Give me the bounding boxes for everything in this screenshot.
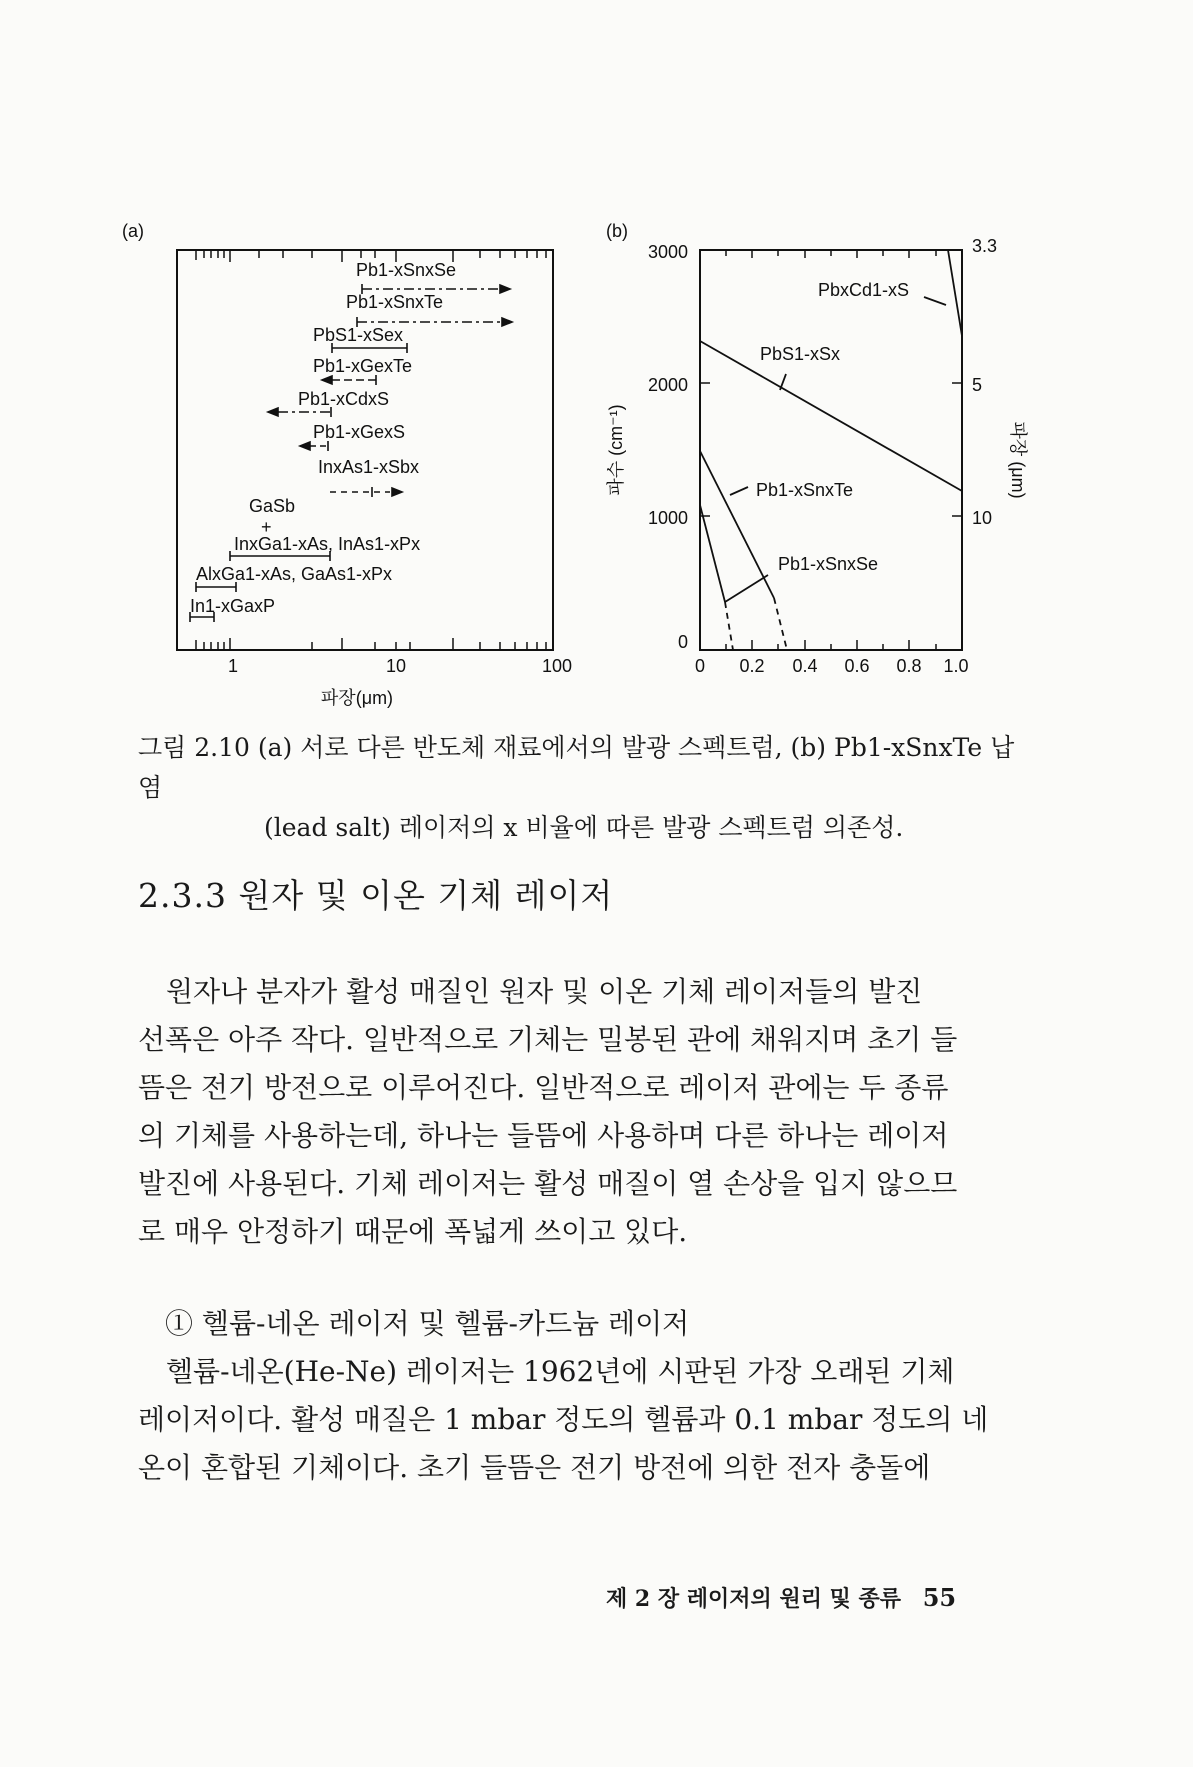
x-tick-label: 0.6 bbox=[844, 656, 870, 676]
x-tick-label: 1.0 bbox=[943, 656, 969, 676]
panel-b-frame bbox=[700, 250, 962, 650]
pbsnte-curve bbox=[700, 451, 774, 598]
paragraph-2 bbox=[138, 1348, 1008, 1492]
text-line: 뜸은 전기 방전으로 이루어진다. 일반적으로 레이저 관에는 두 종류 bbox=[138, 1071, 949, 1104]
x-tick-label: 0 bbox=[694, 656, 706, 676]
right-tick-label: 10 bbox=[972, 508, 993, 528]
pbcds-curve bbox=[948, 250, 962, 336]
text-line: 온이 혼합된 기체이다. 초기 들뜸은 전기 방전에 의한 전자 충돌에 bbox=[138, 1451, 931, 1484]
y-tick-label: 0 bbox=[677, 632, 688, 652]
figure-2-10 bbox=[0, 0, 1193, 720]
section-title: 2.3.3 원자 및 이온 기체 레이저 bbox=[138, 876, 614, 915]
x-tick-label: 0.2 bbox=[739, 656, 765, 676]
x-tick-label: 100 bbox=[541, 656, 573, 676]
x-tick-label: 10 bbox=[385, 656, 407, 676]
text-line: 레이저이다. 활성 매질은 1 mbar 정도의 헬륨과 0.1 mbar 정도의 네 bbox=[138, 1403, 989, 1436]
text-line: 원자나 분자가 활성 매질인 원자 및 이온 기체 레이저들의 발진 bbox=[166, 975, 923, 1008]
page-number: 55 bbox=[922, 1583, 957, 1612]
material-label: PbS1-xSex bbox=[313, 325, 404, 345]
curve-label: PbxCd1-xS bbox=[818, 280, 910, 300]
pbsnse-curve bbox=[700, 505, 725, 602]
y-tick-label: 2000 bbox=[647, 375, 688, 395]
x-axis-label: 파장(μm) bbox=[320, 688, 394, 708]
material-label: AlxGa1-xAs, GaAs1-xPx bbox=[196, 564, 393, 584]
text-line: 발진에 사용된다. 기체 레이저는 활성 매질이 열 손상을 입지 않으므 bbox=[138, 1167, 958, 1200]
panel-b-curves bbox=[700, 250, 962, 650]
subheading: ① 헬륨-네온 레이저 및 헬륨-카드늄 레이저 bbox=[165, 1307, 690, 1340]
y-axis-label: 파수 (cm⁻¹) bbox=[606, 404, 626, 496]
curve-label: Pb1-xSnxSe bbox=[778, 554, 879, 574]
page-footer bbox=[606, 1582, 956, 1613]
material-label: Pb1-xCdxS bbox=[298, 389, 390, 409]
material-label: Pb1-xGexTe bbox=[313, 356, 413, 376]
material-label: In1-xGaxP bbox=[190, 596, 276, 616]
panel-a-label: (a) bbox=[122, 221, 144, 241]
curve-label: PbS1-xSx bbox=[760, 344, 841, 364]
x-tick-label: 0.8 bbox=[896, 656, 922, 676]
text-line: 선폭은 아주 작다. 일반적으로 기체는 밀봉된 관에 채워지며 초기 들 bbox=[138, 1023, 958, 1056]
caption-line: 그림 2.10 (a) 서로 다른 반도체 재료에서의 발광 스펙트럼, (b) Pb1-xSnxTe 납염 bbox=[138, 733, 1015, 802]
material-label: InxAs1-xSbx bbox=[318, 457, 420, 477]
right-tick-label: 5 bbox=[972, 375, 983, 395]
material-label: Pb1-xGexS bbox=[313, 422, 406, 442]
x-tick-label: 0.4 bbox=[792, 656, 818, 676]
material-label: + bbox=[261, 517, 272, 537]
y-tick-label: 3000 bbox=[647, 242, 688, 262]
caption-line: (lead salt) 레이저의 x 비율에 따른 발광 스펙트럼 의존성. bbox=[264, 813, 904, 842]
panel-b-label: (b) bbox=[606, 221, 628, 241]
paragraph-1 bbox=[138, 968, 1008, 1256]
right-tick-label: 3.3 bbox=[972, 236, 998, 256]
panel-b-ticks bbox=[700, 250, 962, 650]
material-label: Pb1-xSnxTe bbox=[346, 292, 444, 312]
text-line: 의 기체를 사용하는데, 하나는 들뜸에 사용하며 다른 하나는 레이저 bbox=[138, 1119, 949, 1152]
material-label: Pb1-xSnxSe bbox=[356, 260, 457, 280]
right-axis-label: 파장 (μm) bbox=[1008, 421, 1028, 499]
text-line: 헬륨-네온(He-Ne) 레이저는 1962년에 시판된 가장 오래된 기체 bbox=[166, 1355, 955, 1388]
chapter-title: 제 2 장 레이저의 원리 및 종류 bbox=[606, 1586, 902, 1612]
figure-caption bbox=[138, 728, 1038, 848]
material-label: InxGa1-xAs, InAs1-xPx bbox=[234, 534, 421, 554]
y-tick-label: 1000 bbox=[647, 508, 688, 528]
text-line: 로 매우 안정하기 때문에 폭넓게 쓰이고 있다. bbox=[138, 1215, 688, 1248]
curve-label: Pb1-xSnxTe bbox=[756, 480, 854, 500]
material-label: GaSb bbox=[249, 496, 296, 516]
x-tick-label: 1 bbox=[227, 656, 239, 676]
